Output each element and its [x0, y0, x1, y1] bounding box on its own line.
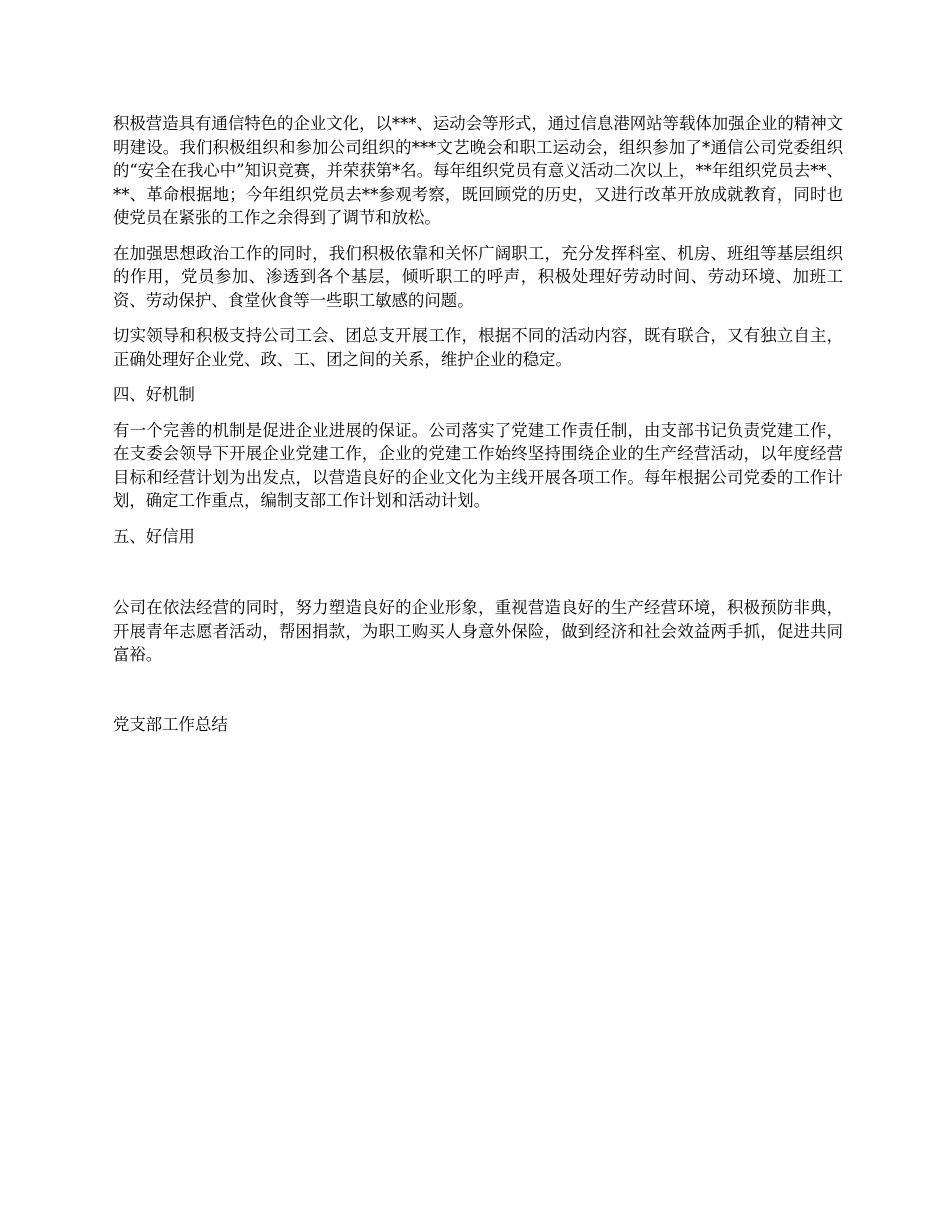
- paragraph-union-support: 切实领导和积极支持公司工会、团总支开展工作，根据不同的活动内容，既有联合，又有独立自主，正确处理好企业党、政、工、团之间的关系，维护企业的稳定。: [113, 326, 843, 369]
- document-footer-title: 党支部工作总结: [113, 714, 228, 734]
- section-heading-credit: 五、好信用: [113, 526, 195, 546]
- paragraph-ideological-work: 在加强思想政治工作的同时，我们积极依靠和关怀广阔职工，充分发挥科室、机房、班组等基层组织的作用，党员参加、渗透到各个基层，倾听职工的呼声，积极处理好劳动时间、劳动环境、加班工资、劳动保护、食堂伙食等一些职工敏感的问题。: [113, 243, 843, 310]
- paragraph-credit: 公司在依法经营的同时，努力塑造良好的企业形象，重视营造良好的生产经营环境，积极预防非典，开展青年志愿者活动，帮困捐款，为职工购买人身意外保险，做到经济和社会效益两手抓，促进共同富裕。: [113, 598, 843, 664]
- paragraph-mechanism: 有一个完善的机制是促进企业进展的保证。公司落实了党建工作责任制，由支部书记负责党建工作，在支委会领导下开展企业党建工作，企业的党建工作始终坚持围绕企业的生产经营活动，以年度经营目标和经营计划为出发点，以营造良好的企业文化为主线开展各项工作。每年根据公司党委的工作计划，确定工作重点，编制支部工作计划和活动计划。: [113, 420, 843, 510]
- section-heading-mechanism: 四、好机制: [113, 385, 195, 404]
- document-body: [113, 112, 843, 736]
- paragraph-culture: 积极营造具有通信特色的企业文化，以***、运动会等形式，通过信息港网站等载体加强企业的精神文明建设。我们积极组织和参加公司组织的***文艺晚会和职工运动会，组织参加了*通信公司党委组织的“安全在我心中”知识竞赛，并荣获第*名。每年组织党员有意义活动二次以上，**年组织党员去**、**、革命根据地；今年组织党员去**参观考察，既回顾党的历史，又进行改革开放成就教育，同时也使党员在紧张的工作之余得到了调节和放松。: [113, 114, 843, 227]
